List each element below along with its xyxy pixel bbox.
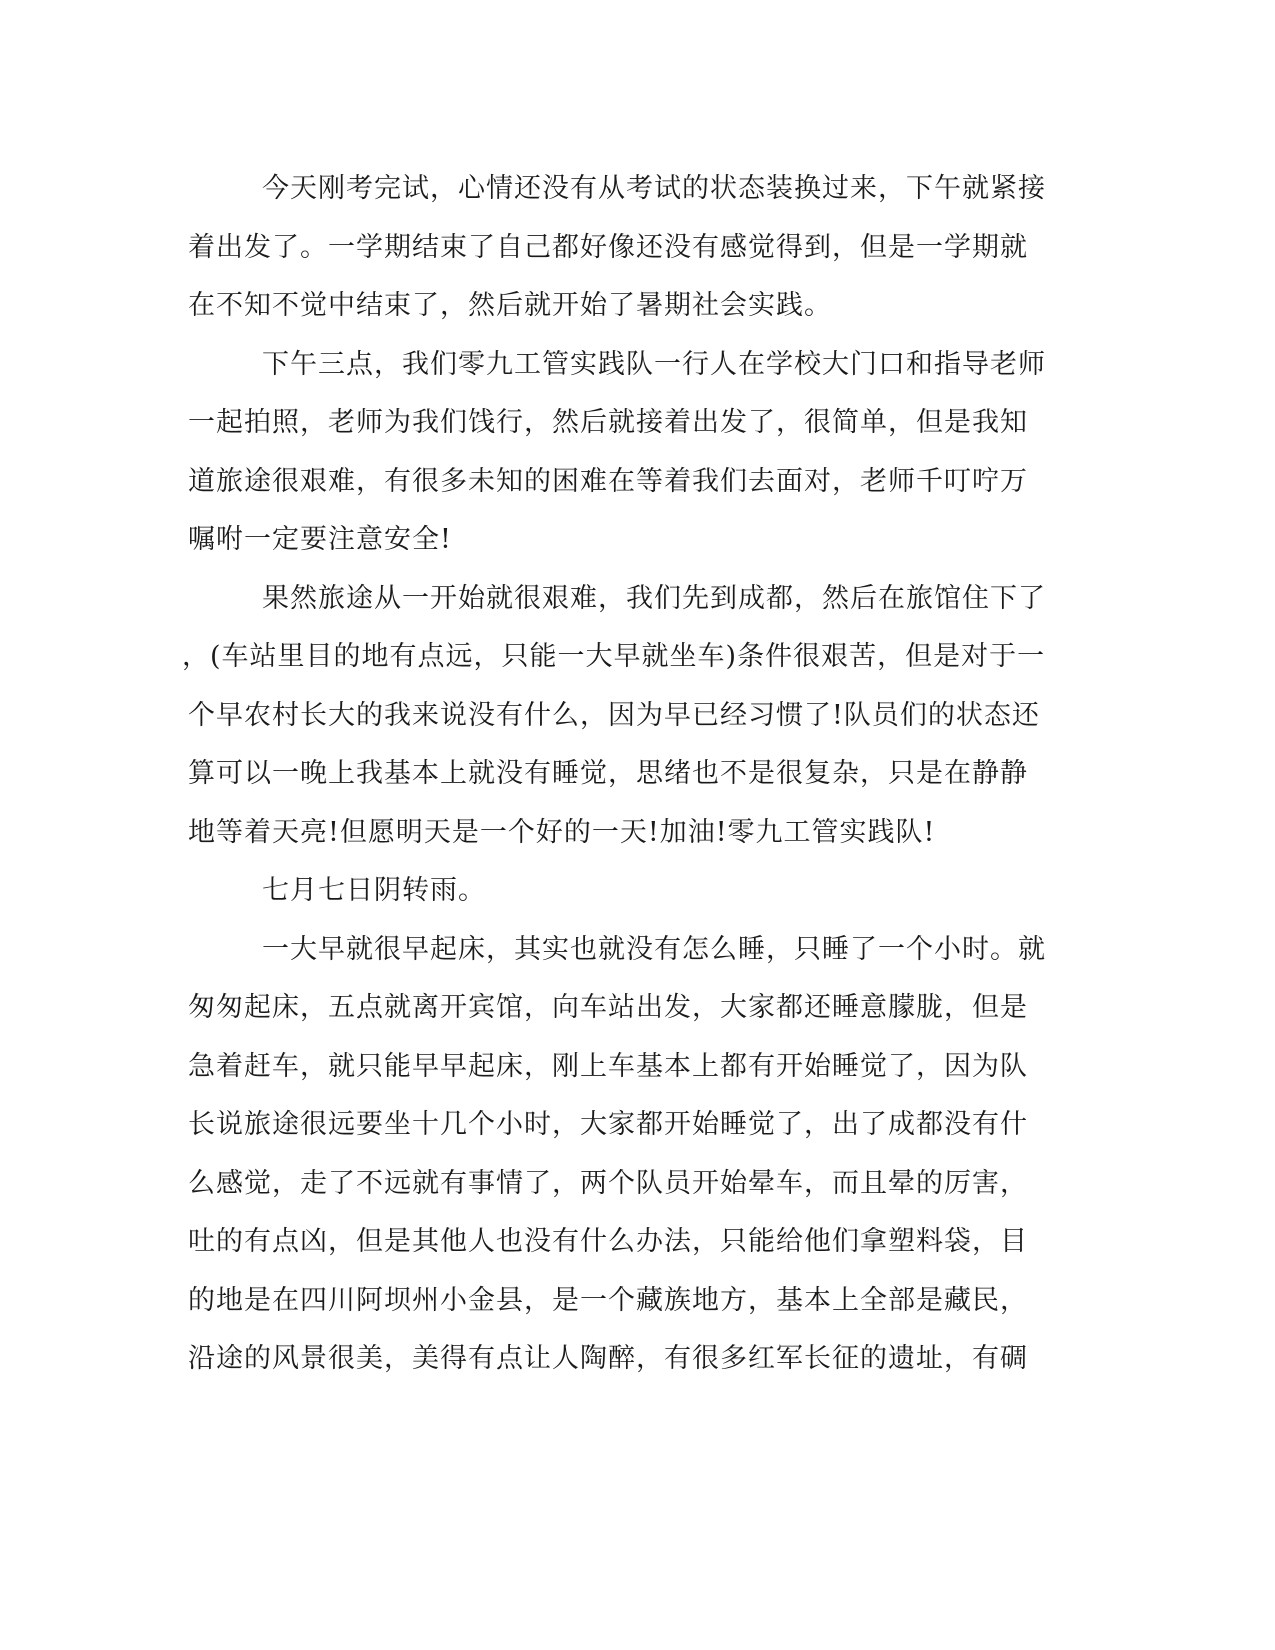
text-line: 今天刚考完试，心情还没有从考试的状态装换过来，下午就紧接: [262, 173, 1046, 204]
text-line: 在不知不觉中结束了，然后就开始了暑期社会实践。: [188, 290, 832, 321]
text-line: 算可以一晚上我基本上就没有睡觉，思绪也不是很复杂，只是在静静: [188, 758, 1028, 789]
document-body: [182, 160, 1088, 1389]
text-line: 吐的有点凶，但是其他人也没有什么办法，只能给他们拿塑料袋，目: [188, 1226, 1028, 1257]
text-line: 着出发了。一学期结束了自己都好像还没有感觉得到，但是一学期就: [188, 231, 1028, 263]
text-line: 的地是在四川阿坝州小金县，是一个藏族地方，基本上全部是藏民，: [188, 1284, 1028, 1316]
paragraph-date-heading: [188, 862, 1088, 921]
text-line: 长说旅途很远要坐十几个小时，大家都开始睡觉了，出了成都没有什: [188, 1109, 1028, 1140]
text-line: 嘱咐一定要注意安全!: [188, 524, 452, 555]
paragraph-early-morning: [188, 921, 1088, 1389]
paragraph-three-pm: [188, 336, 1088, 570]
text-line: 果然旅途从一开始就很艰难，我们先到成都，然后在旅馆住下了: [262, 582, 1046, 614]
text-line: 一大早就很早起床，其实也就没有怎么睡，只睡了一个小时。就: [262, 933, 1046, 965]
text-line: 急着赶车，就只能早早起床，刚上车基本上都有开始睡觉了，因为队: [188, 1050, 1028, 1082]
text-line: ，(车站里目的地有点远，只能一大早就坐车)条件很艰苦，但是对于一: [182, 641, 1046, 672]
text-line: 下午三点，我们零九工管实践队一行人在学校大门口和指导老师: [262, 348, 1046, 380]
text-line: 匆匆起床，五点就离开宾馆，向车站出发，大家都还睡意朦胧，但是: [188, 992, 1028, 1023]
paragraph-exam-departure: [188, 160, 1088, 336]
paragraph-chengdu: [182, 570, 1088, 863]
date-heading: 七月七日阴转雨。: [262, 875, 486, 906]
text-line: 道旅途很艰难，有很多未知的困难在等着我们去面对，老师千叮咛万: [188, 465, 1028, 497]
text-line: 一起拍照，老师为我们饯行，然后就接着出发了，很简单，但是我知: [188, 407, 1028, 438]
text-line: 沿途的风景很美，美得有点让人陶醉，有很多红军长征的遗址，有碉: [188, 1343, 1028, 1374]
text-line: 地等着天亮!但愿明天是一个好的一天!加油!零九工管实践队!: [188, 816, 936, 848]
text-line: 么感觉，走了不远就有事情了，两个队员开始晕车，而且晕的厉害，: [188, 1167, 1028, 1199]
text-line: 个早农村长大的我来说没有什么，因为早已经习惯了!队员们的状态还: [188, 699, 1040, 731]
